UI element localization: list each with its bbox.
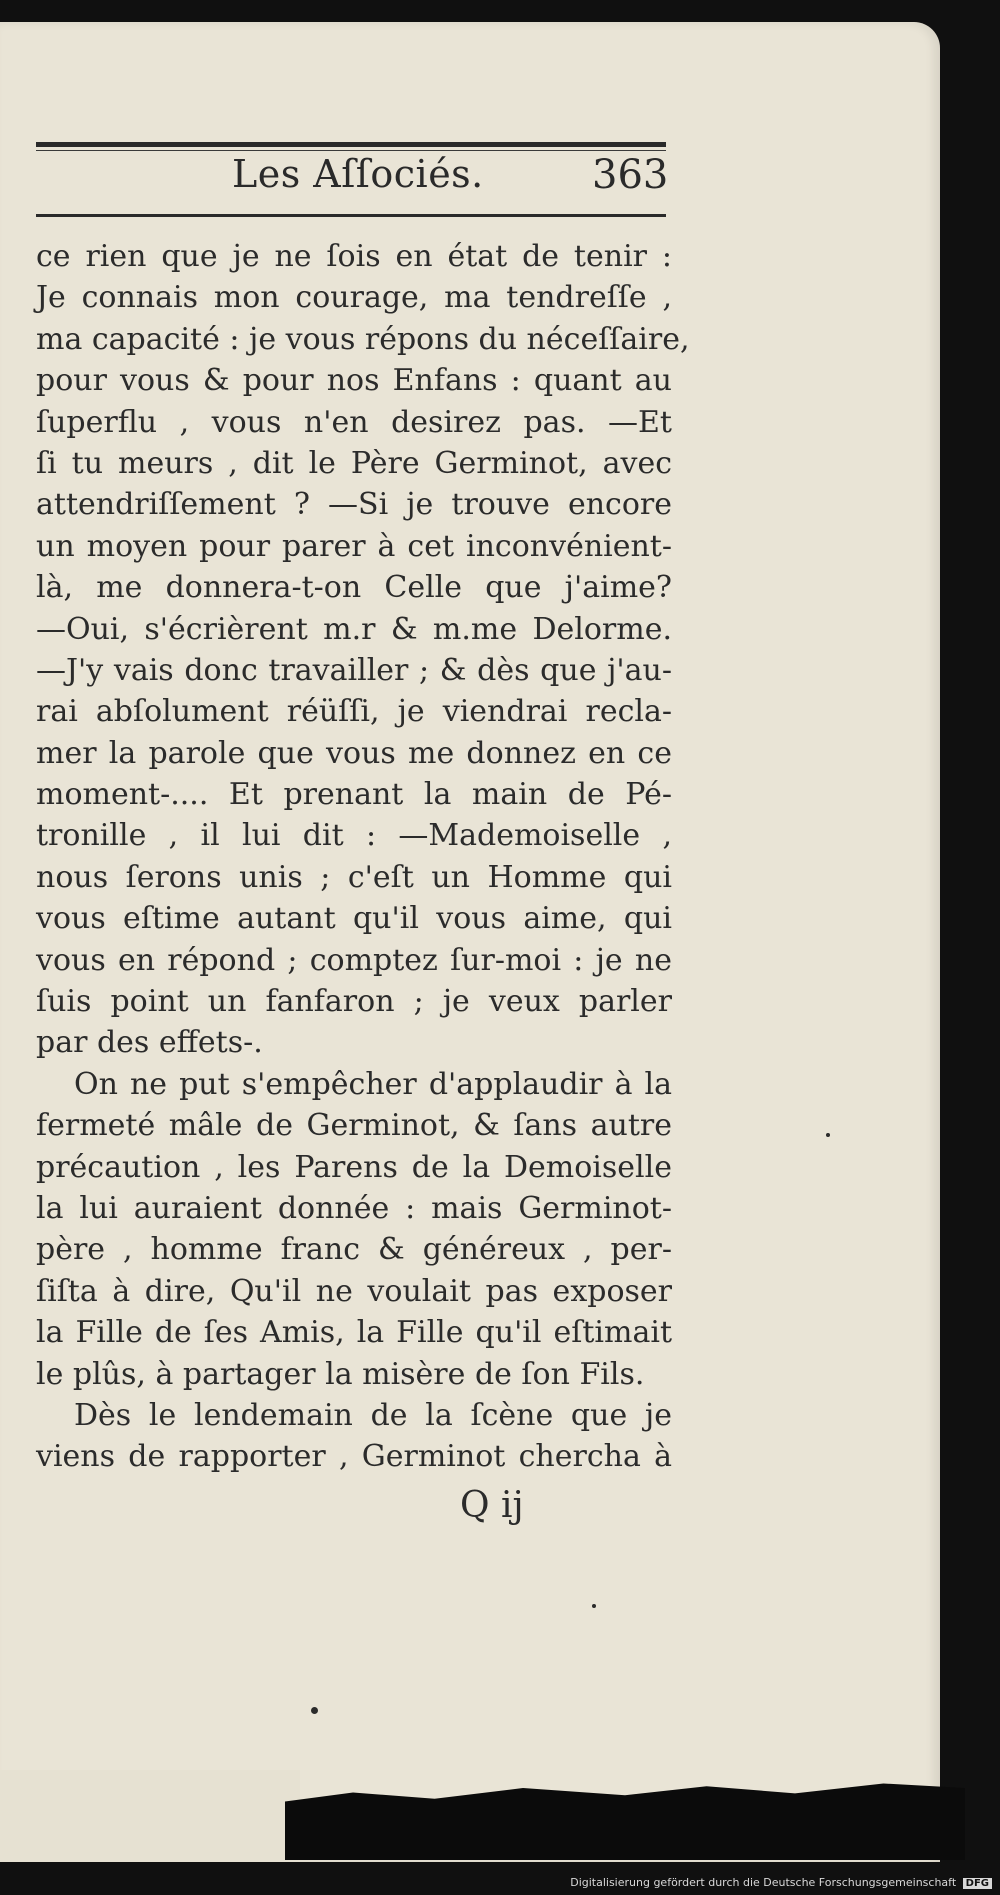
text-line: père , homme franc & généreux , per-	[36, 1232, 672, 1268]
text-line: On ne put s'empêcher d'applaudir à la	[74, 1066, 672, 1102]
text-line: mer la parole que vous me donnez en ce	[36, 735, 672, 771]
ink-speck	[826, 1133, 830, 1137]
text-line: nous ſerons unis ; c'eſt un Homme qui	[36, 859, 672, 895]
dfg-logo: DFG	[963, 1878, 992, 1889]
text-line: ſuperflu , vous n'en desirez pas. —Et	[36, 404, 672, 440]
running-title: Les Aſſociés.	[232, 152, 484, 196]
text-line: ce rien que je ne ſois en état de tenir :	[36, 239, 672, 274]
text-line: Dès le lendemain de la ſcène que je	[74, 1397, 672, 1433]
text-line: pour vous & pour nos Enfans : quant au	[36, 363, 672, 399]
text-line: la lui auraient donnée : mais Germinot-	[36, 1190, 672, 1226]
text-line: Je connais mon courage, ma tendreſſe ,	[36, 280, 672, 316]
text-line: un moyen pour parer à cet inconvénient-	[36, 528, 672, 564]
ink-speck	[592, 1604, 596, 1608]
text-line: le plûs, à partager la misère de ſon Fils.	[36, 1356, 645, 1392]
header-rule-top-thin	[36, 150, 666, 151]
text-line: attendriſſement ? —Si je trouve encore	[36, 487, 672, 523]
text-line: vous en répond ; comptez ſur-moi : je ne	[36, 942, 672, 978]
body-text	[36, 236, 690, 1478]
text-line: par des effets-.	[36, 1025, 263, 1061]
page-number: 363	[592, 152, 669, 198]
text-line: rai abſolument réüſſi, je viendrai recla-	[36, 694, 672, 730]
header-rule-top	[36, 142, 666, 147]
ink-speck	[311, 1707, 318, 1714]
text-line: ma capacité : je vous répons du néceſſaire,	[36, 321, 690, 357]
text-line: précaution , les Parens de la Demoiselle	[36, 1149, 672, 1185]
header-rule-bottom	[36, 214, 666, 217]
text-line: là, me donnera-t-on Celle que j'aime?	[36, 570, 672, 606]
digitization-footer	[570, 1876, 992, 1889]
text-line: la Fille de ſes Amis, la Fille qu'il eſtimait	[36, 1315, 672, 1351]
text-line: moment-.... Et prenant la main de Pé-	[36, 777, 672, 813]
text-line: ſiſta à dire, Qu'il ne voulait pas exposer	[36, 1273, 672, 1309]
text-line: viens de rapporter , Germinot chercha à	[36, 1439, 672, 1475]
signature-mark: Q ij	[460, 1485, 524, 1526]
page-bottom-strip	[0, 1770, 300, 1862]
text-line: —J'y vais donc travailler ; & dès que j'au-	[36, 652, 672, 688]
text-line: tronille , il lui dit : —Mademoiselle ,	[36, 818, 672, 854]
text-line: ſuis point un fanfaron ; je veux parler	[36, 984, 672, 1020]
text-line: ſi tu meurs , dit le Père Germinot, avec	[36, 445, 672, 481]
text-line: —Oui, s'écrièrent m.r & m.me Delorme.	[36, 611, 672, 647]
text-line: fermeté mâle de Germinot, & ſans autre	[36, 1108, 672, 1144]
footer-credit: Digitalisierung gefördert durch die Deutsche Forschungsgemeinschaft	[570, 1876, 957, 1889]
text-line: vous eſtime autant qu'il vous aime, qui	[36, 901, 672, 937]
